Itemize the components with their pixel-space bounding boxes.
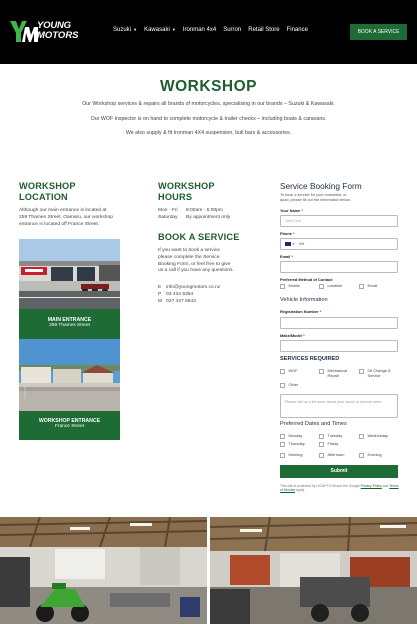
services-required-heading: SERVICES REQUIRED <box>280 356 340 362</box>
name-label-text: Your Name <box>280 208 301 213</box>
location-heading <box>19 181 76 203</box>
checkbox[interactable] <box>319 434 324 439</box>
workshop-interior-photo-right <box>210 517 417 624</box>
recaptcha-text: This site is protected by reCAPTCHA and the Google <box>280 484 360 488</box>
option-label: Morning <box>288 452 303 457</box>
make-model-label <box>280 333 305 338</box>
contact-label: M <box>158 298 163 304</box>
time-option-evening[interactable] <box>359 453 382 458</box>
day-option-wednesday[interactable] <box>359 434 388 439</box>
vehicle-info-heading: Vehicle Information <box>280 297 328 303</box>
booking-form-intro <box>280 193 351 203</box>
time-option-morning[interactable] <box>280 453 303 458</box>
name-label <box>280 208 303 213</box>
workshop-entrance-street: France Street <box>54 424 85 429</box>
option-label: Other <box>288 382 299 387</box>
hours-table <box>158 208 230 222</box>
hours-heading-line: HOURS <box>158 192 193 202</box>
day-option-thursday[interactable] <box>280 442 305 447</box>
location-text-line: Although our main entrance is located at <box>19 208 107 213</box>
recaptcha-notice <box>280 484 400 493</box>
book-service-heading: BOOK A SERVICE <box>158 232 240 242</box>
booking-form-title: Service Booking Form <box>280 181 362 191</box>
workshop-entrance-caption <box>19 411 120 440</box>
option-label: Oil Change & Service <box>367 368 391 378</box>
contact-method-label: Preferred Method of Contact <box>280 277 333 282</box>
checkbox[interactable] <box>280 369 285 374</box>
nav-label: Suzuki <box>113 27 132 33</box>
contact-mobile-row <box>158 299 220 306</box>
nz-flag-icon[interactable] <box>285 242 291 246</box>
nav-label: Kawasaki <box>144 27 170 33</box>
nav-item-finance[interactable]: Finance <box>286 27 308 33</box>
required-marker: * <box>291 254 293 259</box>
checkbox[interactable] <box>359 284 364 289</box>
option-label: WOF <box>288 368 298 373</box>
phone-country-code: +64 <box>298 242 305 246</box>
checkbox[interactable] <box>359 369 364 374</box>
country-chevron-icon: ▼ <box>292 242 295 246</box>
site-header <box>0 0 417 64</box>
option-label: Evening <box>367 452 382 457</box>
nav-item-surron[interactable]: Surron <box>223 27 242 33</box>
location-heading-line: LOCATION <box>19 192 68 202</box>
intro-paragraph: Our Workshop services & repairs all brands of motorcycles, specialising in our brands – Suzuki & Kawasaki. <box>82 101 335 107</box>
rego-label <box>280 309 321 314</box>
time-option-afternoon[interactable] <box>319 453 344 458</box>
contact-option-mobile[interactable] <box>280 284 300 289</box>
book-service-text <box>158 248 234 275</box>
required-marker: * <box>319 309 322 314</box>
required-marker: * <box>292 231 295 236</box>
header-book-service-button[interactable]: BOOK A SERVICE <box>350 24 407 40</box>
hours-time: 8:00am - 5:00pm <box>186 208 223 213</box>
main-nav <box>113 27 315 33</box>
location-text-line: 259 Thames Street, Oamaru, our workshop <box>19 214 113 220</box>
location-text <box>19 208 113 228</box>
location-heading-line: WORKSHOP <box>19 181 76 191</box>
chevron-down-icon: ▼ <box>170 27 176 32</box>
contact-details <box>158 285 220 305</box>
submit-button[interactable]: Submit <box>280 465 398 478</box>
contact-option-landline[interactable] <box>319 284 342 289</box>
privacy-policy-link[interactable]: Privacy Policy <box>360 484 382 488</box>
nav-item-ironman[interactable]: Ironman 4x4 <box>182 27 217 33</box>
checkbox[interactable] <box>359 434 364 439</box>
page-title: WORKSHOP <box>160 78 257 95</box>
contact-label: P <box>158 291 162 297</box>
intro-paragraph: We also supply & fit Ironman 4X4 suspension, bull bars & accessories. <box>125 130 292 136</box>
registration-input[interactable] <box>280 317 398 329</box>
checkbox[interactable] <box>319 442 324 447</box>
location-text-line: entrance is located off France Street. <box>19 221 100 227</box>
contact-phone-link[interactable]: 03 434 5354 <box>166 291 194 297</box>
option-label: Thursday <box>288 441 305 446</box>
service-details-textarea[interactable]: Please tell us a bit more about your issue or service need <box>280 394 398 418</box>
service-option-wof[interactable] <box>280 369 298 374</box>
logo-text-young: YOUNG <box>37 20 71 31</box>
book-text-line: please complete the Service <box>158 254 220 260</box>
rego-label-text: Registration Number <box>280 309 319 314</box>
phone-label <box>280 231 295 236</box>
workshop-entrance-photo <box>19 339 120 411</box>
nav-item-suzuki[interactable] <box>113 27 137 33</box>
preferred-dates-heading: Preferred Dates and Times <box>280 421 347 427</box>
option-label: Monday <box>288 433 303 438</box>
contact-mobile-link[interactable]: 027 437 5642 <box>166 298 196 304</box>
option-label: Wednesday <box>367 433 388 438</box>
option-label: Mechanical Repair <box>327 368 348 378</box>
name-input[interactable]: John Doe <box>280 215 398 227</box>
email-label-text: Email <box>280 254 291 259</box>
hours-row <box>158 208 230 215</box>
checkbox[interactable] <box>280 442 285 447</box>
book-text-line: us a call if you have any questions. <box>158 268 234 274</box>
checkbox[interactable] <box>280 284 285 289</box>
book-text-line: If you want to book a service <box>158 248 220 253</box>
day-option-monday[interactable] <box>280 434 302 439</box>
nav-item-retail-store[interactable]: Retail Store <box>248 27 280 33</box>
main-entrance-title: MAIN ENTRANCE <box>47 317 92 323</box>
required-marker: * <box>303 333 305 338</box>
form-intro-line: quad, please fill out the information below. <box>280 197 351 202</box>
hours-heading <box>158 181 215 203</box>
checkbox[interactable] <box>359 453 364 458</box>
contact-option-email[interactable] <box>359 284 377 289</box>
workshop-interior-photo-left <box>0 517 207 624</box>
service-option-mechanical[interactable] <box>319 369 357 378</box>
option-label: Afternoon <box>327 452 345 457</box>
logo-text-motors: MOTORS <box>37 30 79 41</box>
checkbox[interactable] <box>280 453 285 458</box>
hours-day: Mon - Fri <box>158 208 178 213</box>
book-text-line: Booking Form, or feel free to give <box>158 261 231 267</box>
hours-row <box>158 215 230 222</box>
hours-heading-line: WORKSHOP <box>158 181 215 191</box>
ym-logo-mark-icon <box>10 21 38 43</box>
service-option-oil-change[interactable] <box>359 369 397 378</box>
option-label: Tuesday <box>327 433 343 438</box>
phone-label-text: Phone <box>280 231 292 236</box>
chevron-down-icon: ▼ <box>132 27 138 32</box>
form-intro-line: To book a service for your motorbike, or <box>280 193 347 197</box>
hours-day: Saturday <box>158 214 178 220</box>
contact-email-row <box>158 285 220 292</box>
make-model-label-text: Make/Model <box>280 333 303 338</box>
intro-paragraph: Our WOF inspector is on hand to complete motorcycle & trailer checks – including boats & caravans. <box>90 116 327 122</box>
option-label: Mobile <box>288 283 300 288</box>
email-input[interactable] <box>280 261 398 273</box>
contact-label: E <box>158 285 162 290</box>
workshop-entrance-title: WORKSHOP ENTRANCE <box>38 418 101 424</box>
day-option-tuesday[interactable] <box>319 434 342 439</box>
checkbox[interactable] <box>280 434 285 439</box>
hours-time: By appointment only <box>186 214 231 220</box>
recaptcha-text: and <box>382 484 389 488</box>
make-model-input[interactable] <box>280 340 398 352</box>
terms-of-service-link[interactable]: Terms of Service <box>280 484 399 493</box>
checkbox[interactable] <box>280 383 285 388</box>
checkbox[interactable] <box>319 369 324 374</box>
email-label <box>280 254 293 259</box>
option-label: Landline <box>327 283 343 288</box>
nav-item-kawasaki[interactable] <box>144 27 176 33</box>
service-option-other[interactable] <box>280 383 298 388</box>
main-entrance-photo <box>19 239 120 309</box>
recaptcha-text: apply. <box>296 488 305 493</box>
main-entrance-address: 259 Thames Street <box>49 323 90 328</box>
main-entrance-caption <box>19 309 120 339</box>
phone-input[interactable] <box>280 238 398 250</box>
required-marker: * <box>301 208 303 213</box>
checkbox[interactable] <box>319 453 324 458</box>
young-motors-logo[interactable] <box>10 21 82 43</box>
option-label: Email <box>367 283 378 288</box>
option-label: Friday <box>327 441 339 446</box>
contact-email-link[interactable]: info@youngmotors.co.nz <box>166 285 221 290</box>
checkbox[interactable] <box>319 284 324 289</box>
contact-phone-row <box>158 292 220 299</box>
day-option-friday[interactable] <box>319 442 338 447</box>
